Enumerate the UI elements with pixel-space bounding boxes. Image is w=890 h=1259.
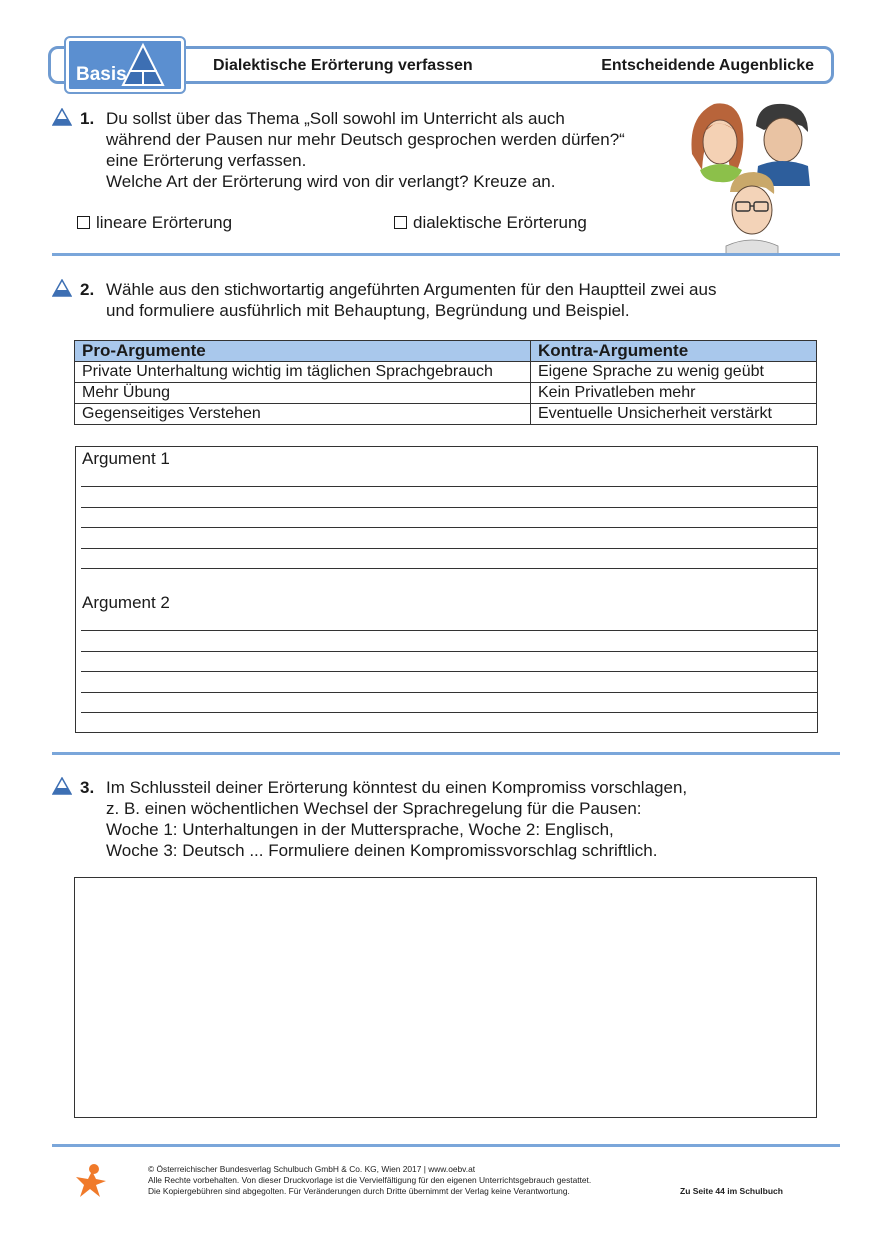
publisher-logo (72, 1163, 108, 1199)
writing-line[interactable] (81, 651, 817, 652)
argument-writing-box[interactable] (75, 446, 818, 733)
task-1-line: Du sollst über das Thema „Soll sowohl im Unterricht als auch (106, 109, 565, 128)
writing-line[interactable] (81, 548, 817, 549)
task-level-icon (52, 279, 72, 297)
writing-line[interactable] (81, 507, 817, 508)
table-row (75, 404, 817, 425)
option-linear[interactable] (77, 213, 232, 233)
badge-label: Basis (76, 64, 127, 85)
task-level-icon (52, 777, 72, 795)
writing-line[interactable] (81, 486, 817, 487)
task-2-text (106, 279, 806, 321)
contra-header: Kontra-Argumente (531, 341, 817, 362)
writing-line[interactable] (81, 692, 817, 693)
task-1-line: Welche Art der Erörterung wird von dir verlangt? Kreuze an. (106, 172, 556, 191)
task-3-line: z. B. einen wöchentlichen Wechsel der Sprachregelung für die Pausen: (106, 799, 642, 818)
task-1-number: 1. (80, 109, 95, 128)
writing-line[interactable] (81, 671, 817, 672)
contra-cell: Eigene Sprache zu wenig geübt (531, 362, 817, 383)
task-1-text (106, 108, 696, 192)
pro-header: Pro-Argumente (75, 341, 531, 362)
copyright-line: Alle Rechte vorbehalten. Von dieser Druckvorlage ist die Vervielfältigung für den eigenen Unterrichtsgebrauch gestattet. (148, 1175, 592, 1185)
pro-cell: Private Unterhaltung wichtig im täglichen Sprachgebrauch (75, 362, 531, 383)
arguments-table (74, 340, 817, 425)
copyright-line: Die Kopiergebühren sind abgegolten. Für Veränderungen durch Dritte übernimmt der Verlag keine Verantwortung. (148, 1186, 570, 1196)
task-2-line: und formuliere ausführlich mit Behauptung, Begründung und Beispiel. (106, 301, 630, 320)
section-divider (52, 253, 840, 256)
students-illustration (686, 96, 816, 254)
writing-line[interactable] (81, 568, 817, 569)
task-1-line: während der Pausen nur mehr Deutsch gesprochen werden dürfen?“ (106, 130, 625, 149)
chapter-title: Entscheidende Augenblicke (601, 57, 814, 74)
task-3-line: Im Schlussteil deiner Erörterung könntest du einen Kompromiss vorschlagen, (106, 778, 688, 797)
checkbox-linear[interactable] (77, 216, 90, 229)
task-3-number: 3. (80, 778, 95, 797)
table-row (75, 362, 817, 383)
argument-1-label: Argument 1 (82, 449, 170, 468)
checkbox-dialectic[interactable] (394, 216, 407, 229)
contra-cell: Kein Privatleben mehr (531, 383, 817, 404)
pro-cell: Mehr Übung (75, 383, 531, 404)
writing-line[interactable] (81, 527, 817, 528)
option-dialectic[interactable] (394, 213, 587, 233)
task-2-number: 2. (80, 280, 95, 299)
footer-divider (52, 1144, 840, 1147)
page-title: Dialektische Erörterung verfassen (213, 57, 473, 74)
option-dialectic-label: dialektische Erörterung (413, 213, 587, 232)
contra-cell: Eventuelle Unsicherheit verstärkt (531, 404, 817, 425)
section-divider (52, 752, 840, 755)
task-1-line: eine Erörterung verfassen. (106, 151, 307, 170)
task-2-line: Wähle aus den stichwortartig angeführten Argumenten für den Hauptteil zwei aus (106, 280, 717, 299)
task-3-line: Woche 3: Deutsch ... Formuliere deinen Kompromissvorschlag schriftlich. (106, 841, 658, 860)
task-3-text (106, 777, 806, 861)
task-level-icon (52, 108, 72, 126)
option-linear-label: lineare Erörterung (96, 213, 233, 232)
task-3-line: Woche 1: Unterhaltungen in der Muttersprache, Woche 2: Englisch, (106, 820, 614, 839)
copyright-line: © Österreichischer Bundesverlag Schulbuch GmbH & Co. KG, Wien 2017 | www.oebv.at (148, 1164, 476, 1174)
copyright-text (148, 1164, 591, 1197)
writing-line[interactable] (81, 630, 817, 631)
pro-cell: Gegenseitiges Verstehen (75, 404, 531, 425)
writing-line[interactable] (81, 712, 817, 713)
table-header-row (75, 341, 817, 362)
compromise-writing-box[interactable] (74, 877, 817, 1118)
schoolbook-reference: Zu Seite 44 im Schulbuch (680, 1186, 783, 1196)
argument-2-label: Argument 2 (82, 593, 170, 612)
table-row (75, 383, 817, 404)
